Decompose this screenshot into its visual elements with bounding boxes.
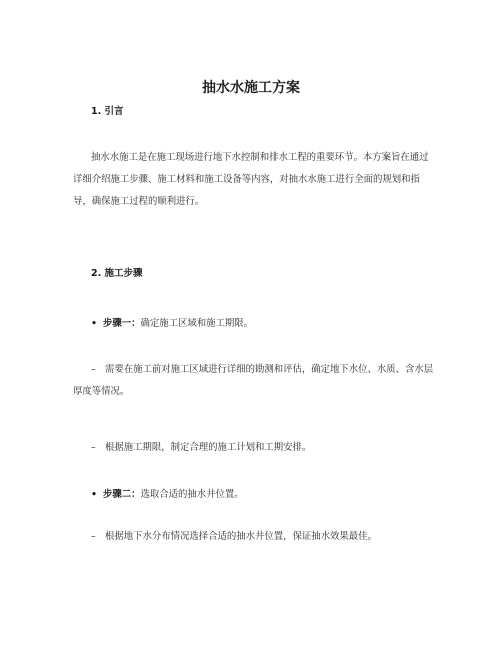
step-one-detail-2-text: 根据施工期限，制定合理的施工计划和工期安排。	[105, 442, 312, 453]
step-one-detail-2	[73, 437, 435, 459]
step-two-detail-1-text: 根据地下水分布情况选择合适的抽水井位置，保证抽水效果最佳。	[105, 531, 377, 542]
dash-icon: –	[91, 364, 96, 375]
step-one-item	[91, 317, 253, 331]
step-one-detail-1-text: 需要在施工前对施工区域进行详细的勘测和评估，确定地下水位、水质、含水层厚度等情况。	[73, 364, 434, 397]
step-one-label: 步骤一：	[103, 318, 141, 329]
step-two-item	[91, 488, 244, 502]
bullet-icon: •	[91, 318, 97, 329]
step-one-text: 确定施工区域和施工期限。	[140, 318, 254, 329]
step-one-detail-1	[73, 359, 435, 403]
section-heading-construction-steps: 2. 施工步骤	[91, 268, 143, 279]
bullet-icon: •	[91, 489, 97, 500]
dash-icon: –	[91, 442, 96, 453]
introduction-paragraph: 抽水水施工是在施工现场进行地下水控制和排水工程的重要环节。本方案旨在通过详细介绍施工步骤、施工材料和施工设备等内容，对抽水水施工进行全面的规划和指导，确保施工过程的顺利进行。	[73, 152, 429, 207]
step-two-label: 步骤二：	[103, 489, 141, 500]
step-two-text: 选取合适的抽水井位置。	[140, 489, 244, 500]
step-two-detail-1	[73, 526, 435, 548]
dash-icon: –	[91, 531, 96, 542]
section-heading-introduction: 1. 引言	[91, 106, 124, 117]
document-title: 抽水水施工方案	[202, 80, 300, 96]
